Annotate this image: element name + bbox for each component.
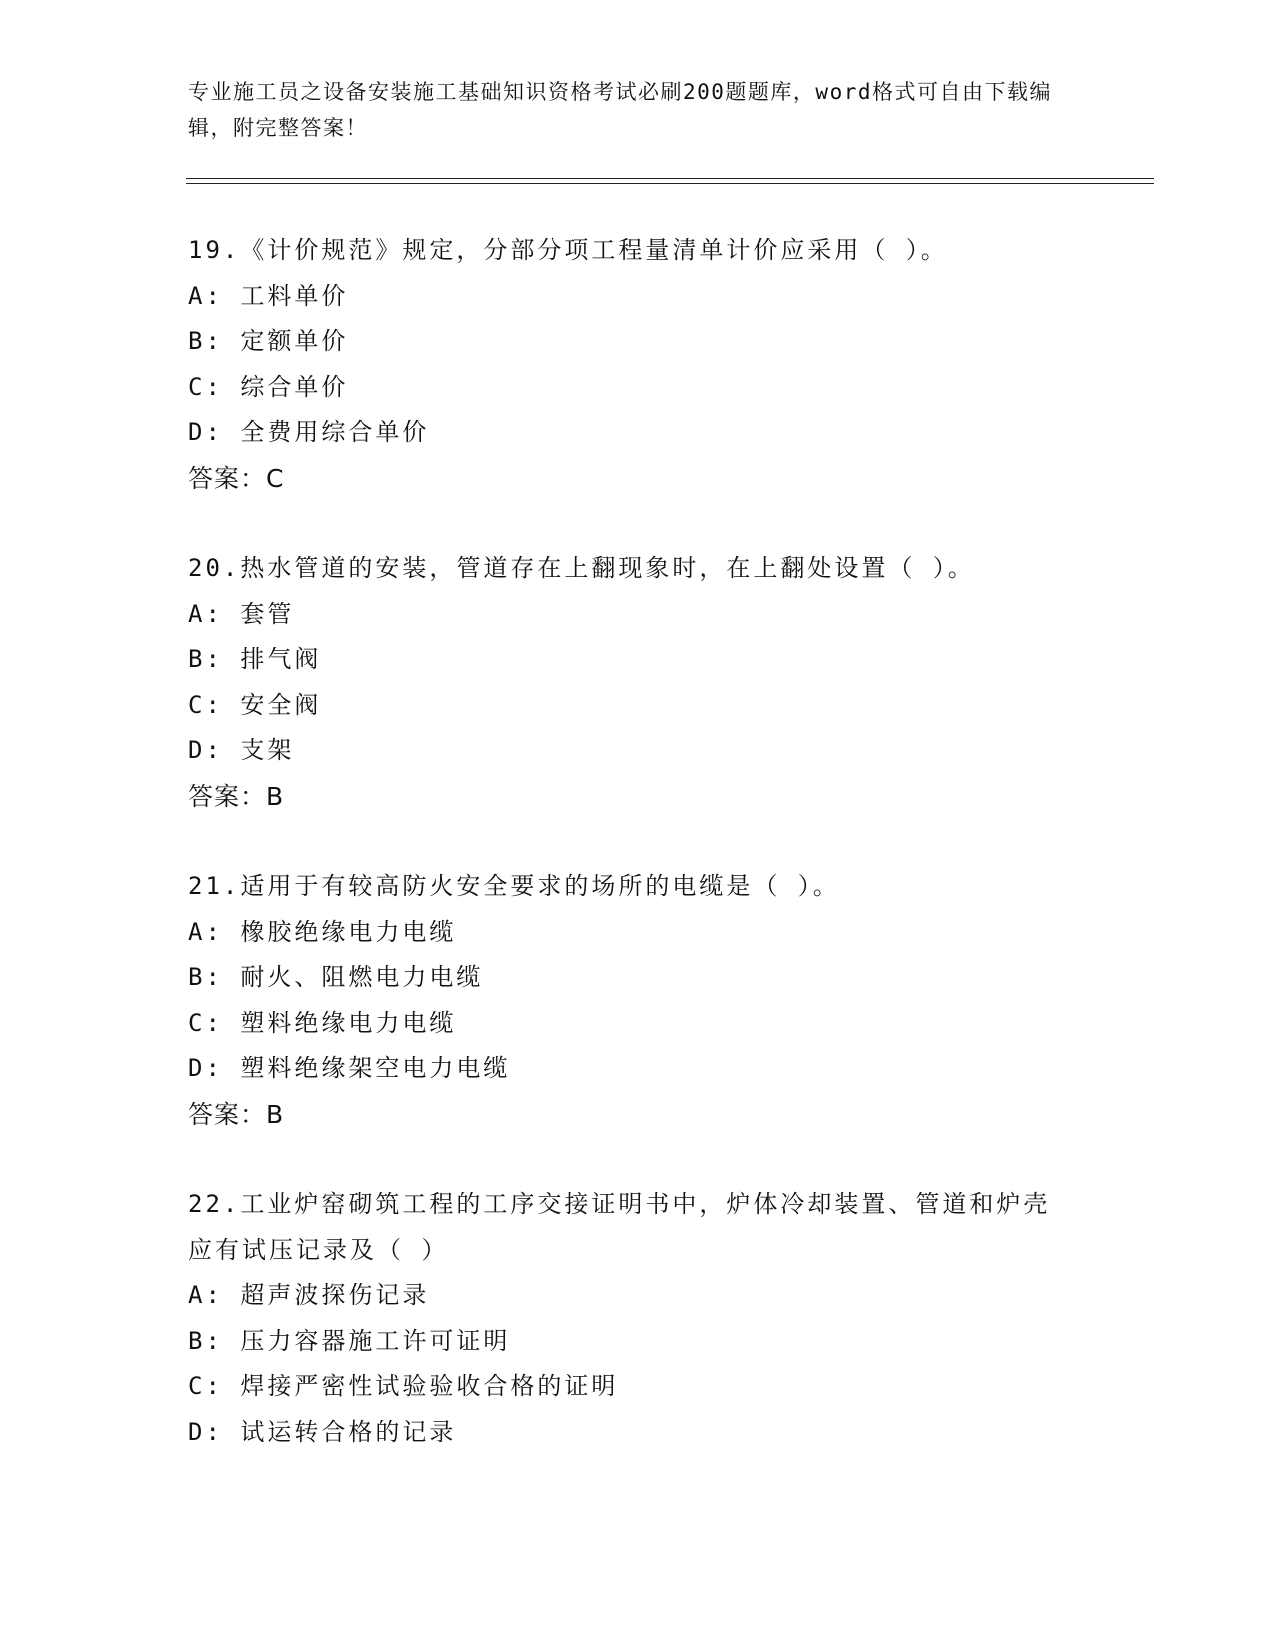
question-stem: 21.适用于有较高防火安全要求的场所的电缆是（ ）。 <box>188 872 840 900</box>
question-21 <box>188 864 1088 1137</box>
option-b: B: 定额单价 <box>188 327 349 355</box>
option-a: A: 套管 <box>188 599 295 628</box>
option-a: A: 工料单价 <box>188 281 349 310</box>
option-a: A: 超声波探伤记录 <box>188 1281 430 1309</box>
question-stem: 20.热水管道的安装，管道存在上翻现象时，在上翻处设置（ ）。 <box>188 554 975 582</box>
option-b: B: 排气阀 <box>188 645 322 673</box>
question-stem: 22.工业炉窑砌筑工程的工序交接证明书中，炉体冷却装置、管道和炉壳应有试压记录及（ ） <box>188 1190 1051 1264</box>
question-22 <box>188 1182 1088 1455</box>
header-divider-top <box>186 178 1154 179</box>
option-d: D: 全费用综合单价 <box>188 418 430 446</box>
option-a: A: 橡胶绝缘电力电缆 <box>188 917 457 946</box>
option-d: D: 支架 <box>188 736 295 764</box>
answer-text: 答案：B <box>188 781 285 811</box>
option-c: C: 综合单价 <box>188 372 349 401</box>
question-19 <box>188 228 1088 501</box>
document-header: 专业施工员之设备安装施工基础知识资格考试必刷200题题库，word格式可自由下载编辑，附完整答案！ <box>188 80 1052 140</box>
option-c: C: 焊接严密性试验验收合格的证明 <box>188 1372 619 1400</box>
option-d: D: 塑料绝缘架空电力电缆 <box>188 1054 511 1082</box>
option-c: C: 塑料绝缘电力电缆 <box>188 1008 457 1037</box>
question-20 <box>188 546 1088 819</box>
header-divider-bottom <box>186 183 1154 184</box>
option-b: B: 压力容器施工许可证明 <box>188 1326 511 1355</box>
question-stem: 19.《计价规范》规定，分部分项工程量清单计价应采用（ ）。 <box>188 236 948 264</box>
option-c: C: 安全阀 <box>188 690 322 719</box>
answer-text: 答案：C <box>188 463 285 493</box>
answer-text: 答案：B <box>188 1099 285 1129</box>
option-b: B: 耐火、阻燃电力电缆 <box>188 963 484 991</box>
option-d: D: 试运转合格的记录 <box>188 1417 457 1446</box>
